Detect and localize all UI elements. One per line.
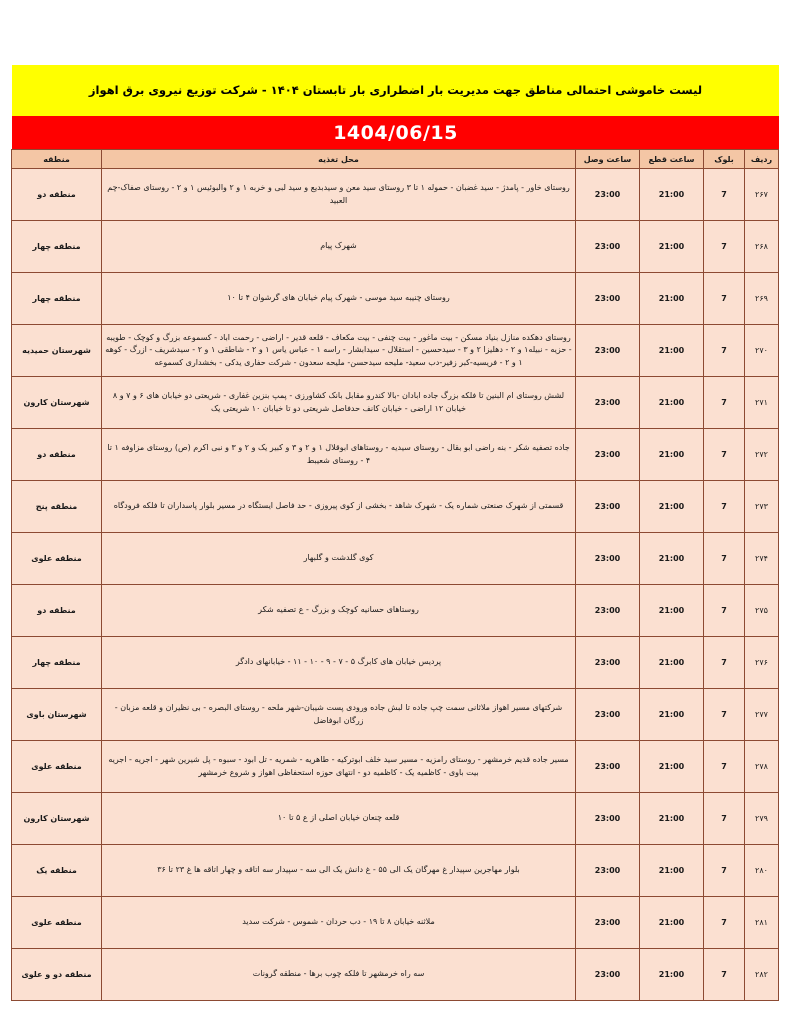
cell-cutoff-time: 21:00: [640, 273, 704, 325]
cell-radif: ۲۷۸: [745, 741, 779, 793]
cell-radif: ۲۷۰: [745, 325, 779, 377]
cell-region: منطقه علوی: [12, 741, 102, 793]
cell-block: 7: [704, 273, 745, 325]
cell-feeding-location: شرکتهای مسیر اهواز ملاثانی سمت چپ جاده تا لبش جاده ورودی پست شیبان-شهر ملحه - روستای البصره - بی نظیران و قلعه مزبان - زرگان ابوفاضل: [102, 689, 576, 741]
cell-cutoff-time: 21:00: [640, 325, 704, 377]
cell-block: 7: [704, 637, 745, 689]
cell-cutoff-time: 21:00: [640, 377, 704, 429]
cell-region: منطقه چهار: [12, 637, 102, 689]
table-row: [12, 897, 779, 949]
cell-block: 7: [704, 169, 745, 221]
cell-restore-time: 23:00: [576, 897, 640, 949]
table-row: [12, 533, 779, 585]
cell-feeding-location: مسیر جاده قدیم خرمشهر - روستای رامزیه - مسیر سید خلف ابوترکیه - طاهریه - شمریه - تل ابود - سبوه - پل شیرین شهر - اجریه - اجریه بیت باوی - کاظمیه یک - کاظمیه دو - انتهای حوزه استحفاظی اهواز و شروع خرمشهر: [102, 741, 576, 793]
cell-feeding-location: قلعه چنعان خیابان اصلی از ع ۵ تا ۱۰: [102, 793, 576, 845]
cell-feeding-location: روستای چنیبه سید موسی - شهرک پیام خیابان های گرشوان ۴ تا ۱۰: [102, 273, 576, 325]
cell-feeding-location: روستاهای حسانیه کوچک و بزرگ - ع تصفیه شکر: [102, 585, 576, 637]
cell-block: 7: [704, 897, 745, 949]
table-row: [12, 949, 779, 1001]
cell-cutoff-time: 21:00: [640, 949, 704, 1001]
cell-cutoff-time: 21:00: [640, 429, 704, 481]
cell-radif: ۲۸۱: [745, 897, 779, 949]
cell-feeding-location: جاده تصفیه شکر - بنه راضی ابو بقال - روستای سیدیه - روستاهای ابوقلال ۱ و ۲ و ۳ و کبیر یک و ۲ و ۳ و نبی اکرم (ص) روستای مزاوفه ۱ تا ۴ - روستای شعیبط: [102, 429, 576, 481]
table-row: [12, 689, 779, 741]
table-row: [12, 429, 779, 481]
cell-feeding-location: کوی گلدشت و گلبهار: [102, 533, 576, 585]
outage-table: [11, 149, 779, 1001]
cell-restore-time: 23:00: [576, 169, 640, 221]
cell-cutoff-time: 21:00: [640, 897, 704, 949]
cell-radif: ۲۶۸: [745, 221, 779, 273]
cell-cutoff-time: 21:00: [640, 585, 704, 637]
cell-cutoff-time: 21:00: [640, 221, 704, 273]
cell-radif: ۲۷۳: [745, 481, 779, 533]
table-row: [12, 169, 779, 221]
table-header: [12, 150, 779, 169]
cell-restore-time: 23:00: [576, 377, 640, 429]
cell-radif: ۲۸۰: [745, 845, 779, 897]
cell-cutoff-time: 21:00: [640, 689, 704, 741]
cell-radif: ۲۷۶: [745, 637, 779, 689]
cell-radif: ۲۷۲: [745, 429, 779, 481]
cell-restore-time: 23:00: [576, 325, 640, 377]
cell-cutoff-time: 21:00: [640, 169, 704, 221]
header-row: [12, 150, 779, 169]
column-header-block: بلوک: [704, 150, 745, 169]
cell-feeding-location: شهرک پیام: [102, 221, 576, 273]
cell-block: 7: [704, 325, 745, 377]
cell-region: منطقه دو: [12, 585, 102, 637]
table-row: [12, 273, 779, 325]
cell-restore-time: 23:00: [576, 741, 640, 793]
table-row: [12, 741, 779, 793]
cell-radif: ۲۶۹: [745, 273, 779, 325]
table-body: [12, 169, 779, 1001]
cell-region: منطقه پنج: [12, 481, 102, 533]
cell-block: 7: [704, 377, 745, 429]
cell-region: منطقه دو و علوی: [12, 949, 102, 1001]
cell-feeding-location: ملاثنه خیابان ۸ تا ۱۹ - دب حردان - شموس - شرکت سدید: [102, 897, 576, 949]
page-title: لیست خاموشی احتمالی مناطق جهت مدیریت بار اضطراری بار تابستان ۱۴۰۴ - شرکت توزیع نیروی برق اهواز: [88, 83, 703, 98]
cell-block: 7: [704, 429, 745, 481]
cell-region: منطقه دو: [12, 169, 102, 221]
cell-radif: ۲۷۴: [745, 533, 779, 585]
table-row: [12, 377, 779, 429]
cell-radif: ۲۸۲: [745, 949, 779, 1001]
cell-radif: ۲۶۷: [745, 169, 779, 221]
date-banner: [12, 116, 779, 149]
column-header-region: منطقه: [12, 150, 102, 169]
cell-restore-time: 23:00: [576, 949, 640, 1001]
cell-radif: ۲۷۱: [745, 377, 779, 429]
table-row: [12, 637, 779, 689]
cell-region: شهرستان کارون: [12, 793, 102, 845]
schedule-sheet: [12, 65, 779, 1001]
cell-block: 7: [704, 845, 745, 897]
cell-feeding-location: سه راه خرمشهر تا فلکه چوب برها - منطقه گرونات: [102, 949, 576, 1001]
cell-restore-time: 23:00: [576, 429, 640, 481]
cell-restore-time: 23:00: [576, 533, 640, 585]
cell-restore-time: 23:00: [576, 221, 640, 273]
cell-region: شهرستان کارون: [12, 377, 102, 429]
cell-block: 7: [704, 741, 745, 793]
cell-cutoff-time: 21:00: [640, 533, 704, 585]
cell-radif: ۲۷۷: [745, 689, 779, 741]
cell-region: شهرستان باوی: [12, 689, 102, 741]
table-row: [12, 481, 779, 533]
schedule-date: 1404/06/15: [333, 121, 458, 144]
column-header-on: ساعت وصل: [576, 150, 640, 169]
cell-block: 7: [704, 793, 745, 845]
cell-cutoff-time: 21:00: [640, 793, 704, 845]
cell-feeding-location: قسمتی از شهرک صنعتی شماره یک - شهرک شاهد - بخشی از کوی پیروزی - حد فاصل ایستگاه در مسیر بلوار پاسداران تا فلکه فرودگاه: [102, 481, 576, 533]
cell-block: 7: [704, 533, 745, 585]
cell-block: 7: [704, 689, 745, 741]
table-row: [12, 793, 779, 845]
cell-region: منطقه یک: [12, 845, 102, 897]
table-row: [12, 221, 779, 273]
cell-restore-time: 23:00: [576, 845, 640, 897]
cell-block: 7: [704, 481, 745, 533]
cell-restore-time: 23:00: [576, 637, 640, 689]
cell-block: 7: [704, 221, 745, 273]
cell-feeding-location: روستای خاور - پامدژ - سید غضبان - حموله ۱ تا ۳ روستای سید معن و سیدبدیع و سید لبی و خربه ۱ و ۲ والبوئیس ۱ و ۲ - روستای صفاک-چم العبید: [102, 169, 576, 221]
cell-cutoff-time: 21:00: [640, 637, 704, 689]
cell-region: شهرستان حمیدیه: [12, 325, 102, 377]
cell-restore-time: 23:00: [576, 585, 640, 637]
cell-region: منطقه چهار: [12, 221, 102, 273]
cell-cutoff-time: 21:00: [640, 741, 704, 793]
column-header-radif: ردیف: [745, 150, 779, 169]
cell-radif: ۲۷۵: [745, 585, 779, 637]
cell-feeding-location: لشش روستای ام البنین تا فلکه بزرگ جاده ابادان -بالا کندرو مقابل بانک کشاورزی - پمپ بنزین غفاری - شریعتی دو خیابان های ۶ و ۷ و ۸ خیابان ۱۲ اراضی - خیابان کانف حدفاصل شریعتی دو تا خیابان ۱۰ شریعتی یک: [102, 377, 576, 429]
cell-cutoff-time: 21:00: [640, 481, 704, 533]
cell-region: منطقه علوی: [12, 533, 102, 585]
cell-region: منطقه چهار: [12, 273, 102, 325]
cell-feeding-location: روستای دهکده منازل بنیاد مسکن - بیت ماغور - بیت چنفی - بیت مکعاف - قلعه قدیر - اراضی - رحمت اباد - کسموعه بزرگ و کوچک - طویبه - حزیه - نبیله۱ و ۲ - دهلیزا ۲ و ۳ - سیدحسین - استقلال - سیدابشار - راسه ۱ - عباس یاس ۱ و ۲ - شاطقی ۱ و ۲ - سیدشریف - ازرگ - کوهه ۱ و ۲ - فریسیه-کبر زفیر-دب سعید- ملیحه سیدحسن- ملیحه سعدون - شرکت حفاری یدکی - بخشداری کسموعه: [102, 325, 576, 377]
column-header-off: ساعت قطع: [640, 150, 704, 169]
cell-restore-time: 23:00: [576, 273, 640, 325]
cell-radif: ۲۷۹: [745, 793, 779, 845]
cell-restore-time: 23:00: [576, 689, 640, 741]
cell-restore-time: 23:00: [576, 481, 640, 533]
column-header-place: محل تغذیه: [102, 150, 576, 169]
cell-region: منطقه دو: [12, 429, 102, 481]
cell-region: منطقه علوی: [12, 897, 102, 949]
cell-feeding-location: پردیس خیابان های کابرگ ۵ - ۷ - ۹ - ۱۰ - ۱۱ - خیابانهای دادگر: [102, 637, 576, 689]
table-row: [12, 585, 779, 637]
cell-cutoff-time: 21:00: [640, 845, 704, 897]
table-row: [12, 325, 779, 377]
cell-restore-time: 23:00: [576, 793, 640, 845]
table-row: [12, 845, 779, 897]
cell-block: 7: [704, 949, 745, 1001]
title-banner: [12, 65, 779, 116]
cell-block: 7: [704, 585, 745, 637]
cell-feeding-location: بلوار مهاجرین سپیدار غ مهرگان یک الی ۵۵ - غ دانش یک الی سه - سپیدار سه اتاقه و چهار اتاقه ها غ ۲۳ تا ۳۶: [102, 845, 576, 897]
